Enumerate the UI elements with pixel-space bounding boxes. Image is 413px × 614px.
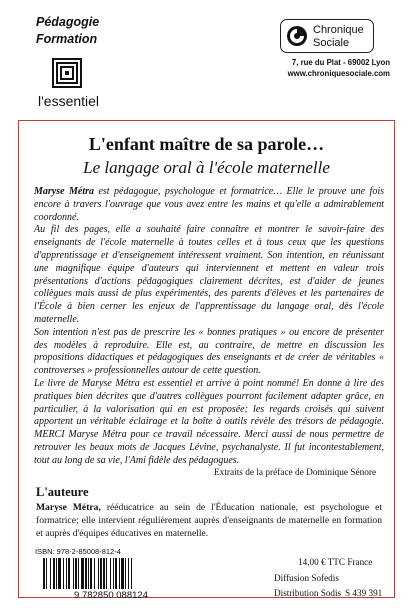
barcode <box>35 557 187 599</box>
distribution: Distribution Sodis <box>274 588 342 598</box>
paragraph-1: Maryse Métra est pédagogue, psychologue et formatrice… Elle le prouve une fois encore à travers l'ouvrage que vous avez entre les mains et qu'elle a admirablement coordonné. <box>34 186 384 223</box>
publisher-website: www.chroniquesociale.com <box>287 68 390 78</box>
preface-credit: Extraits de la préface de Dominique Sénore <box>214 468 377 478</box>
paragraph-4: Le livre de Maryse Métra est essentiel et arrive à point nommé! En donne à lire des pratiques bien décrites que d'autres collègues pourront facilement adapter grâce, en particulier, à la valorisation qui en est proposée; les regards croisés qui suivent apportent un véritable éclairage et la boîte à outils révèle des trésors de pédagogie. MERCI Maryse Métra pour ce travail nécessaire. Merci aussi de nous permettre de retrouver les beaux mots de Jacques Lévine, psychanalyste. Il fut incontestablement, tout au long de sa vie, l'Ami fidèle des pédagogues. <box>34 377 384 466</box>
book-title: L'enfant maître de sa parole… <box>88 134 325 154</box>
publisher-logo-icon <box>286 25 308 47</box>
series-line-2: Formation <box>36 32 98 46</box>
back-cover-text <box>34 186 384 468</box>
publisher-street: 7, rue du Plat - 69002 Lyon <box>291 58 390 67</box>
paragraph-2: Au fil des pages, elle a souhaité faire connaître et montrer le savoir-faire des enseignants de l'école maternelle à toutes celles et à tous ceux que les questions d'apprentissage et d'enseignement intéressent vraiment. Son intention, en réunissant une magnifique équipe d'auteurs qui interviennent et mettent en valeur trois présentations d'actions pédagogiques clairement décrites, est d'aider de jeunes collègues mais aussi de plus expérimentés, des parents d'élèves et les partenaires de l'École à bien cerner les enjeux de l'apprentissage du langage oral, dès l'école maternelle. <box>34 224 384 325</box>
series-subtitle: l'essentiel <box>38 93 100 109</box>
series-logo-icon <box>52 58 82 88</box>
author-bio: Maryse Métra, rééducatrice au sein de l'Éducation nationale, est psychologue et formatrice; elle intervient régulièrement auprès d'enseignants de maternelle en formation et auprès d'équipes éducatives en maternelle. <box>36 502 382 539</box>
paragraph-3: Son intention n'est pas de prescrire les « bonnes pratiques » ou encore de présenter des modèles à reproduire. Elle est, au contraire, de mettre en discussion les propositions didactiques et pédagogiques des enseignants et de créer de véritables « controverses » professionnelles autour de cette question. <box>34 326 384 377</box>
publisher-logo-box <box>280 19 374 53</box>
publisher-name: Chronique Sociale <box>313 24 364 49</box>
distribution-code: S 439 391 <box>345 588 383 598</box>
isbn-label: ISBN: 978-2-85008-812-4 <box>35 547 121 556</box>
barcode-bars-icon <box>43 558 132 589</box>
price: 14,00 € TTC France <box>298 557 373 567</box>
book-subtitle: Le langage oral à l'école maternelle <box>83 158 330 177</box>
series-line-1: Pédagogie <box>36 15 100 29</box>
series-name <box>36 14 99 48</box>
author-heading: L'auteure <box>36 485 89 499</box>
diffusion: Diffusion Sofedis <box>274 573 339 583</box>
barcode-digits: 9 782850 088124 <box>74 590 148 599</box>
publisher-address <box>260 58 390 79</box>
